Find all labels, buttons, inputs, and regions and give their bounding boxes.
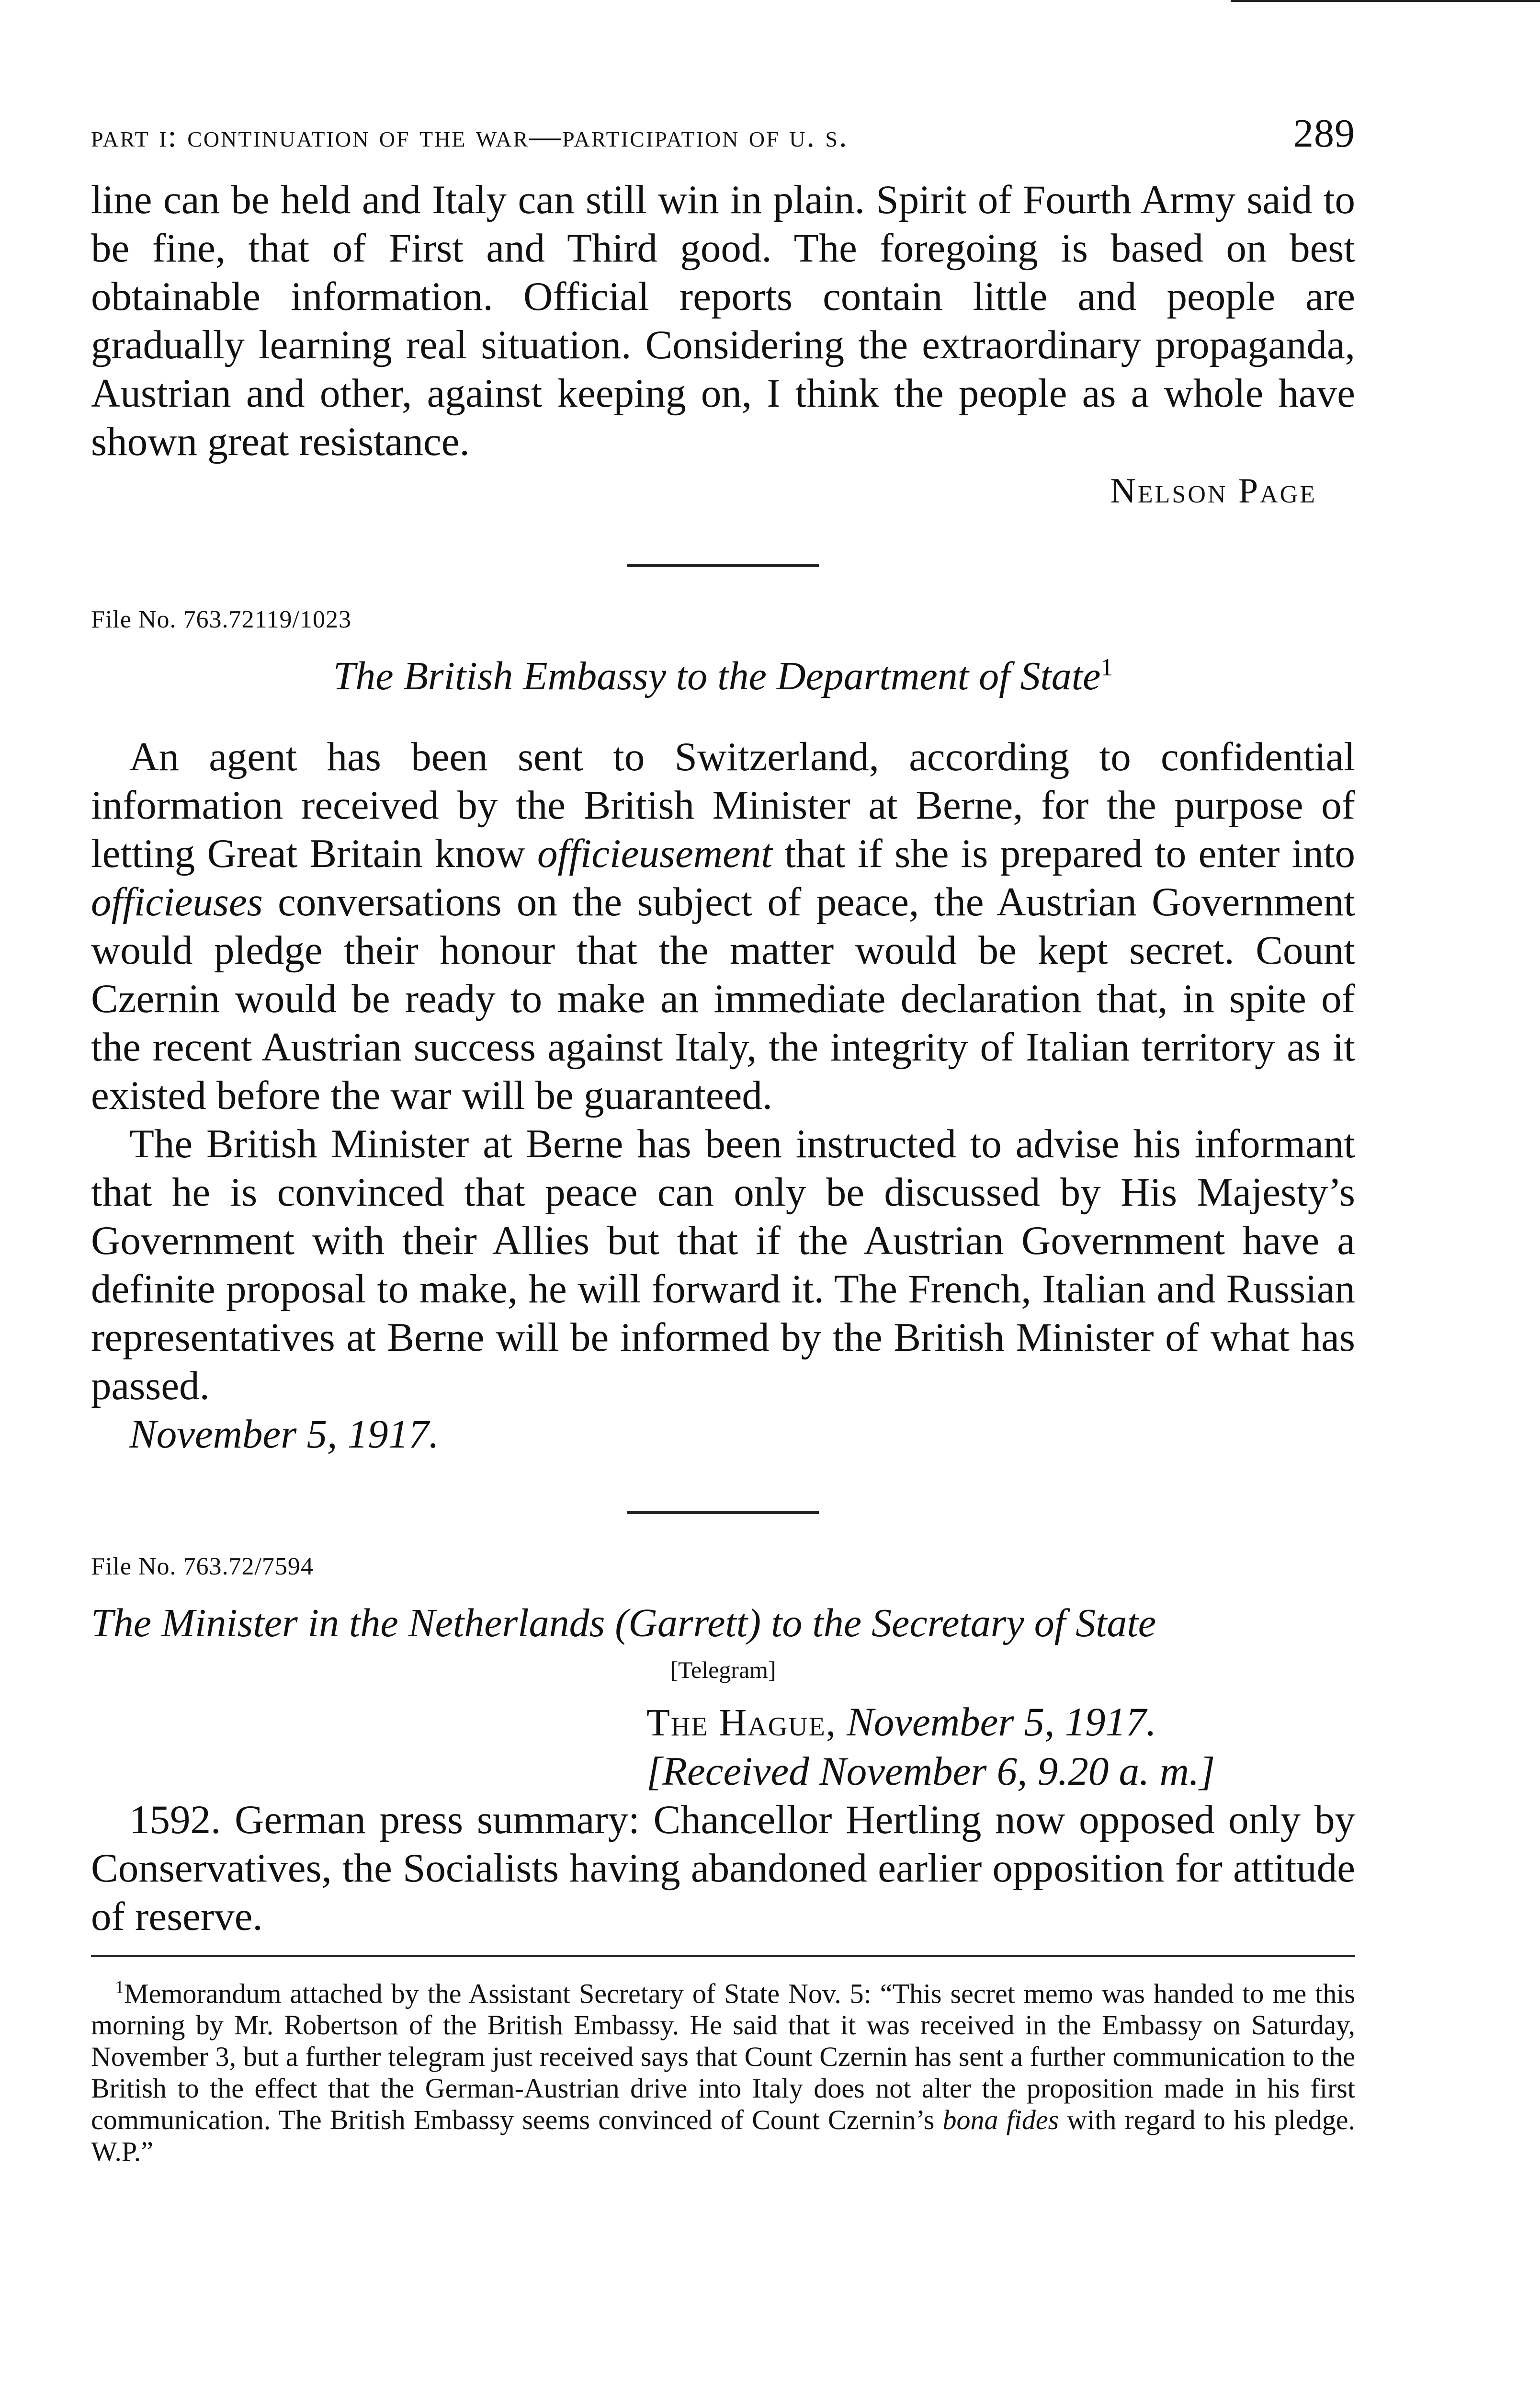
italic-term: bona fides bbox=[942, 2104, 1059, 2136]
received-line: [Received November 6, 9.20 a. m.] bbox=[646, 1749, 1215, 1794]
section-divider bbox=[627, 1511, 819, 1514]
dateline bbox=[646, 1698, 1355, 1796]
signature-nelson-page: Nelson Page bbox=[1110, 471, 1317, 511]
document-page bbox=[91, 110, 1355, 2167]
document-date: November 5, 1917. bbox=[129, 1412, 439, 1457]
document-heading-text: The British Embassy to the Department of State bbox=[333, 654, 1101, 698]
footnote-divider bbox=[91, 1955, 1355, 1957]
document-heading: The Minister in the Netherlands (Garrett) to the Secretary of State bbox=[91, 1601, 1156, 1645]
document-heading bbox=[91, 653, 1355, 699]
page-number: 289 bbox=[1293, 111, 1355, 156]
body-paragraph: 1592. German press summary: Chancellor Hertling now opposed only by Conservatives, the Socialists having abandoned earlier opposition for attitude of reserve. bbox=[91, 1797, 1355, 1939]
body-paragraph: The British Minister at Berne has been instructed to advise his informant that he is convinced that peace can only be discussed by His Majesty’s Government with their Allies but that if the Austrian Government have a definite proposal to make, he will forward it. The French, Italian and Russian representatives at Berne will be informed by the British Minister of what has passed. bbox=[91, 1121, 1355, 1408]
body-paragraph bbox=[91, 733, 1355, 1120]
paragraph-text: conversations on the subject of peace, the Austrian Government would pledge their honour that the matter would be kept secret. Count Czernin would be ready to make an immediate declaration that, in spite of the recent Austrian success against Italy, the integrity of Italian territory as it existed before the war will be guaranteed. bbox=[91, 879, 1355, 1118]
section-divider bbox=[627, 564, 819, 567]
footnote-text: Memorandum attached by the Assistant Secretary of State Nov. 5: “This secret memo was handed to me this morning by Mr. Robertson of the British Embassy. He said that it was received in the Embassy on Saturday, November 3, but a further telegram just received says that Count Czernin has sent a further communication to the British to the effect that the German-Austrian drive into Italy does not alter the proposition made in his first communication. The British Embassy seems convinced of Count Czernin’s bbox=[91, 1978, 1355, 2136]
footnote-marker: 1 bbox=[115, 1977, 124, 1997]
file-number: File No. 763.72119/1023 bbox=[91, 606, 351, 633]
dateline-date: November 5, 1917. bbox=[847, 1699, 1156, 1745]
dateline-place: The Hague, bbox=[646, 1702, 837, 1744]
paragraph-text: An agent has been sent to Switzerland, according to confidential information received by the British Minister at Berne, for the purpose of letting Great Britain know bbox=[91, 734, 1355, 876]
italic-term: officieuses bbox=[91, 879, 263, 924]
footnote bbox=[91, 1972, 1355, 2167]
footnote-reference: 1 bbox=[1100, 654, 1113, 681]
italic-term: officieusement bbox=[537, 831, 772, 876]
paragraph-text: that if she is prepared to enter into bbox=[772, 831, 1355, 876]
running-header bbox=[91, 110, 1355, 157]
continuation-paragraph: line can be held and Italy can still win in plain. Spirit of Fourth Army said to be fine, that of First and Third good. The foregoing is based on best obtainable information. Official reports contain little and people are gradually learning real situation. Considering the extraordinary propaganda, Austrian and other, against keeping on, I think the people as a whole have shown great resistance. bbox=[91, 177, 1355, 464]
telegram-label: [Telegram] bbox=[670, 1656, 776, 1683]
file-number: File No. 763.72/7594 bbox=[91, 1553, 314, 1580]
top-edge-rule bbox=[1231, 0, 1540, 2]
footnote-text: with regard to his pledge. W.P.” bbox=[91, 2104, 1355, 2167]
running-head-title: part i: continuation of the war—participation of u. s. bbox=[91, 119, 849, 154]
